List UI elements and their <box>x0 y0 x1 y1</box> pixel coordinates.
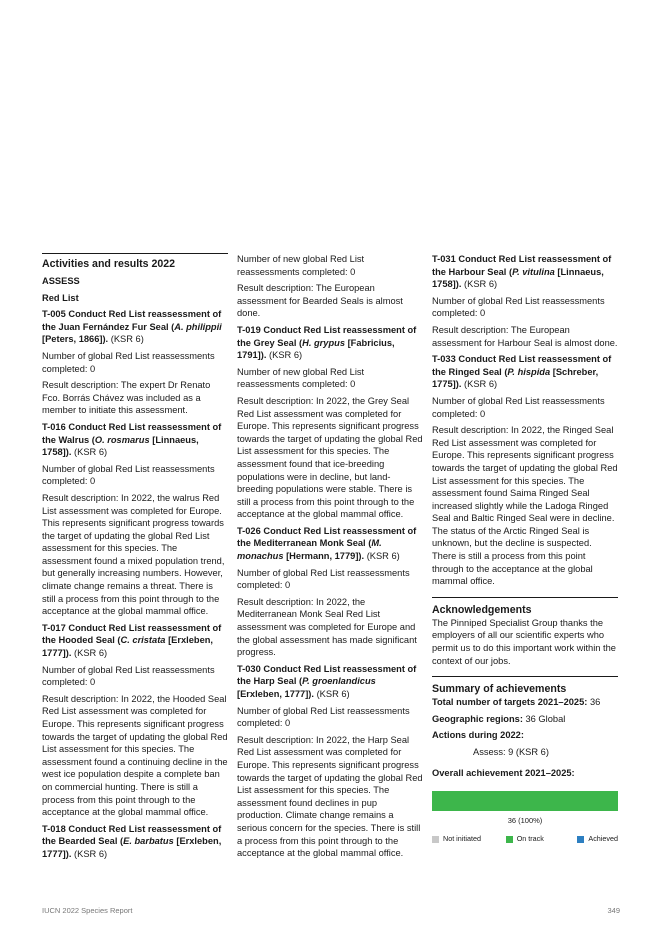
legend-swatch-achieved <box>577 836 584 843</box>
footer-report-title: IUCN 2022 Species Report <box>42 906 133 915</box>
target-t033-result: Result description: In 2022, the Ringed Seal Red List assessment was completed for Europe. This represents significant progress towards the target of updating the global Red List assessment for this species. The assessment found Saima Ringed Seal increased slightly while the Ladoga Ringed Seal and Baltic Ringed Seal were in decline. The status of the Arctic Ringed Seal is unknown, but the decline is suspected. There is still a process from this point through to the acceptance at the global mammal office. <box>432 425 618 587</box>
summary-actions: Actions during 2022: <box>432 730 524 741</box>
legend-label-on-track: On track <box>516 834 544 844</box>
target-t031-title: T-031 Conduct Red List reassessment of the Harbour Seal (P. vitulina [Linnaeus, 1758]). (KSR 6) <box>432 254 612 290</box>
summary-assess-line: Assess: 9 (KSR 6) <box>473 747 549 757</box>
target-t019-count: Number of new global Red List reassessments completed: 0 <box>237 366 365 390</box>
footer-page-number: 349 <box>607 906 620 915</box>
target-t018-title: T-018 Conduct Red List reassessment of the Bearded Seal (E. barbatus [Erxleben, 1777]). (KSR 6) <box>42 823 222 859</box>
summary-targets: Total number of targets 2021–2025: 36 <box>432 697 601 708</box>
legend-item-achieved <box>577 834 618 844</box>
legend-swatch-not-initiated <box>432 836 439 843</box>
target-t026-title: T-026 Conduct Red List reassessment of the Mediterranean Monk Seal (M. monachus [Hermann, 1779]). (KSR 6) <box>237 525 417 562</box>
target-t026-count: Number of global Red List reassessments completed: 0 <box>237 567 410 591</box>
subheading-red-list: Red List <box>42 292 79 303</box>
legend-item-on-track <box>506 834 578 844</box>
target-t016-title: T-016 Conduct Red List reassessment of the Walrus (O. rosmarus [Linnaeus, 1758]). (KSR 6) <box>42 421 222 458</box>
target-t031-count: Number of global Red List reassessments completed: 0 <box>432 295 605 319</box>
summary-regions: Geographic regions: 36 Global <box>432 713 566 724</box>
target-t005-count: Number of global Red List reassessments completed: 0 <box>42 350 215 374</box>
acknowledgements-heading: Acknowledgements <box>432 603 532 616</box>
achievement-chart <box>432 791 618 844</box>
summary-overall-label: Overall achievement 2021–2025: <box>432 767 575 778</box>
target-t030-result: Result description: In 2022, the Harp Seal Red List assessment was completed for Europe. This represents significant progress towards the target of updating the global Red List assessment for this species. The assessment found declines in pup production. Climate change remains a serious concern for the species. There is still a process from this point through to the acceptance at the global mammal office. <box>237 734 423 859</box>
column-3 <box>432 253 618 844</box>
target-t017-result: Result description: In 2022, the Hooded Seal Red List assessment was completed for Europe. This represents significant progress towards the target of updating the global Red List assessment for this species. The assessment found a continuing decline in the west ice population despite a complete ban on commercial hunting. There is still a process from this point through to the acceptance at the global mammal office. <box>42 693 228 818</box>
target-t016-count: Number of global Red List reassessments completed: 0 <box>42 463 215 487</box>
summary-heading: Summary of achievements <box>432 683 567 696</box>
target-t030-title: T-030 Conduct Red List reassessment of the Harp Seal (P. groenlandicus [Erxleben, 1777]). (KSR 6) <box>237 663 417 699</box>
target-t030-count: Number of global Red List reassessments completed: 0 <box>237 705 410 729</box>
target-t017-count: Number of global Red List reassessments completed: 0 <box>42 664 215 688</box>
summary-section <box>432 676 618 844</box>
target-t019-title: T-019 Conduct Red List reassessment of the Grey Seal (H. grypus [Fabricius, 1791]). (KSR 6) <box>237 324 417 361</box>
target-t031-result: Result description: The European assessment for Harbour Seal is almost done. <box>432 324 618 348</box>
target-t018-count: Number of new global Red List reassessments completed: 0 <box>237 254 365 277</box>
subheading-assess: ASSESS <box>42 276 80 286</box>
legend-label-not-initiated: Not initiated <box>443 834 481 844</box>
bar-on-track <box>432 791 618 811</box>
legend-swatch-on-track <box>506 836 513 843</box>
target-t026-result: Result description: In 2022, the Mediterranean Monk Seal Red List assessment was completed for Europe and the global assessment has made significant progress. <box>237 596 417 658</box>
bar-data-label: 36 (100%) <box>507 816 543 826</box>
acknowledgements-text: The Pinniped Specialist Group thanks the employers of all our scientific experts who permit us to do this important work within the context of our jobs. <box>432 617 616 666</box>
target-t016-result: Result description: In 2022, the walrus Red List assessment was completed for Europe. This represents significant progress towards the target of updating the global Red List assessment for this species. The assessment found a mixed population trend, but generally increasing numbers. However, climate change remains a threat. There is still a process from this point through to the acceptance at the global mammal office. <box>42 492 225 617</box>
target-t005-result: Result description: The expert Dr Renato Fco. Borrás Chávez was included as a member to initiate this assessment. <box>42 380 211 416</box>
target-t019-result: Result description: In 2022, the Grey Seal Red List assessment was completed for Europe. This represents significant progress towards the target of updating the global Red List assessment for this species. The assessment found that ice-breeding populations were in decline, but land-breeding populations were stable. There is still a process from this point through to the acceptance at the global mammal office. <box>237 395 423 520</box>
target-t033-title: T-033 Conduct Red List reassessment of the Ringed Seal (P. hispida [Schreber, 1775]). (KSR 6) <box>432 354 612 390</box>
legend-item-not-initiated <box>432 834 506 844</box>
column-1 <box>42 253 228 865</box>
legend-label-achieved: Achieved <box>588 834 618 844</box>
column-2 <box>237 253 423 864</box>
target-t018-result: Result description: The European assessment for Bearded Seals is almost done. <box>237 283 403 319</box>
target-t017-title: T-017 Conduct Red List reassessment of the Hooded Seal (C. cristata [Erxleben, 1777]). (KSR 6) <box>42 622 222 659</box>
target-t033-count: Number of global Red List reassessments completed: 0 <box>432 395 605 419</box>
target-t005-title: T-005 Conduct Red List reassessment of the Juan Fernández Fur Seal (A. philippii [Peters, 1866]). (KSR 6) <box>42 309 222 345</box>
acknowledgements-section <box>432 597 618 667</box>
section-heading-activities: Activities and results 2022 <box>42 258 176 270</box>
chart-legend <box>432 834 618 844</box>
